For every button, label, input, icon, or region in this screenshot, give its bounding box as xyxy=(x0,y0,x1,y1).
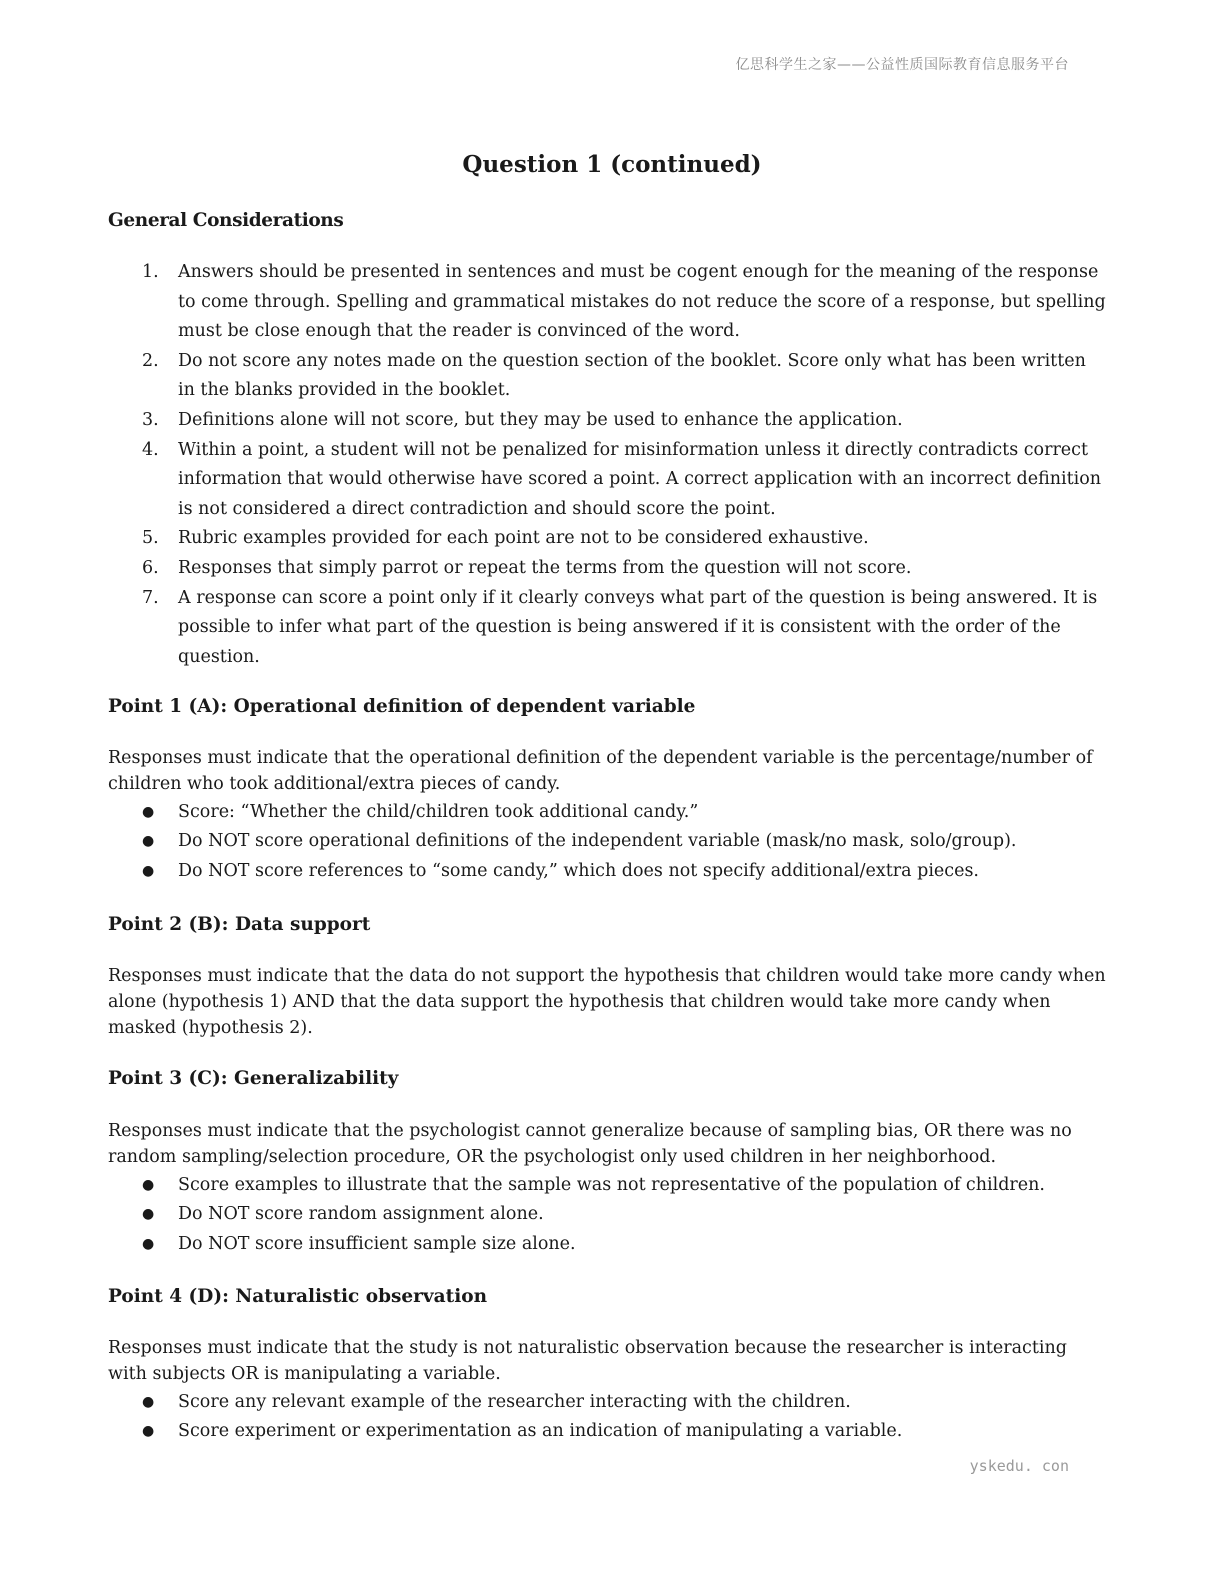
bullet-icon: ● xyxy=(142,862,155,879)
list-item: 7. A response can score a point only if it clearly conveys what part of the question is being answered. It is possible to infer what part of the question is being answered if it is consistent with the order of the question. xyxy=(142,587,1098,667)
point3-bullets xyxy=(108,1171,1108,1260)
bullet-icon: ● xyxy=(142,1393,155,1410)
list-item: 2. Do not score any notes made on the question section of the booklet. Score only what has been written in the blanks provided in the booklet. xyxy=(142,350,1086,401)
point4-intro: Responses must indicate that the study is not naturalistic observation because the researcher is interacting with subjects OR is manipulating a variable. xyxy=(108,1338,1067,1384)
point2-section xyxy=(108,912,1108,938)
header-watermark: 亿思科学生之家——公益性质国际教育信息服务平台 xyxy=(735,57,1069,73)
general-considerations-list xyxy=(108,258,1108,672)
list-item: 5. Rubric examples provided for each point are not to be considered exhaustive. xyxy=(142,528,869,549)
footer-watermark: yskedu. con xyxy=(969,1457,1069,1475)
list-item: ● Score examples to illustrate that the sample was not representative of the population of children. xyxy=(108,1171,1108,1201)
bullet-icon: ● xyxy=(142,1206,155,1223)
point4-section xyxy=(108,1284,1108,1310)
bullet-icon: ● xyxy=(142,1235,155,1252)
list-item: ● Do NOT score operational definitions of the independent variable (mask/no mask, solo/group). xyxy=(108,827,1108,857)
point1-intro: Responses must indicate that the operational definition of the dependent variable is the percentage/number of children who took additional/extra pieces of candy. xyxy=(108,748,1093,794)
point1-body xyxy=(108,746,1108,886)
bullet-icon: ● xyxy=(142,833,155,850)
bullet-icon: ● xyxy=(142,803,155,820)
list-item: ● Do NOT score references to “some candy,” which does not specify additional/extra pieces. xyxy=(108,857,1108,887)
point2-body xyxy=(108,964,1108,1041)
point3-body xyxy=(108,1119,1108,1259)
list-item: ● Score: “Whether the child/children took additional candy.” xyxy=(108,798,1108,828)
list-item: ● Score any relevant example of the researcher interacting with the children. xyxy=(108,1388,1108,1418)
list-item: ● Score experiment or experimentation as an indication of manipulating a variable. xyxy=(108,1417,1108,1447)
general-considerations-heading: General Considerations xyxy=(108,210,344,231)
point3-heading: Point 3 (C): Generalizability xyxy=(108,1068,399,1089)
bullet-icon: ● xyxy=(142,1176,155,1193)
point4-bullets xyxy=(108,1388,1108,1447)
general-considerations-list-wrap xyxy=(108,258,1108,672)
point2-heading: Point 2 (B): Data support xyxy=(108,914,371,935)
point3-section xyxy=(108,1066,1108,1092)
list-item: 3. Definitions alone will not score, but they may be used to enhance the application. xyxy=(142,409,903,430)
list-item: ● Do NOT score insufficient sample size alone. xyxy=(108,1230,1108,1260)
point2-intro: Responses must indicate that the data do not support the hypothesis that children would take more candy when alone (hypothesis 1) AND that the data support the hypothesis that children would take more candy when masked (hypothesis 2). xyxy=(108,966,1106,1038)
point1-heading: Point 1 (A): Operational definition of dependent variable xyxy=(108,696,696,717)
point1-section xyxy=(108,694,1108,720)
point3-intro: Responses must indicate that the psychologist cannot generalize because of sampling bias, OR there was no random sampling/selection procedure, OR the psychologist only used children in her neighborhood. xyxy=(108,1121,1072,1167)
point1-bullets xyxy=(108,798,1108,887)
page-title: Question 1 (continued) xyxy=(462,151,762,178)
list-item: 6. Responses that simply parrot or repeat the terms from the question will not score. xyxy=(142,557,912,578)
list-item: 4. Within a point, a student will not be penalized for misinformation unless it directly contradicts correct information that would otherwise have scored a point. A correct application with an incorrect definition is not considered a direct contradiction and should score the point. xyxy=(142,439,1102,519)
list-item: ● Do NOT score random assignment alone. xyxy=(108,1200,1108,1230)
point4-heading: Point 4 (D): Naturalistic observation xyxy=(108,1286,488,1307)
general-considerations-section xyxy=(108,208,1108,234)
list-item: 1. Answers should be presented in sentences and must be cogent enough for the meaning of the response to come through. Spelling and grammatical mistakes do not reduce the score of a response, but spelling must be close enough that the reader is convinced of the word. xyxy=(142,262,1106,342)
bullet-icon: ● xyxy=(142,1423,155,1440)
point4-body xyxy=(108,1336,1108,1447)
